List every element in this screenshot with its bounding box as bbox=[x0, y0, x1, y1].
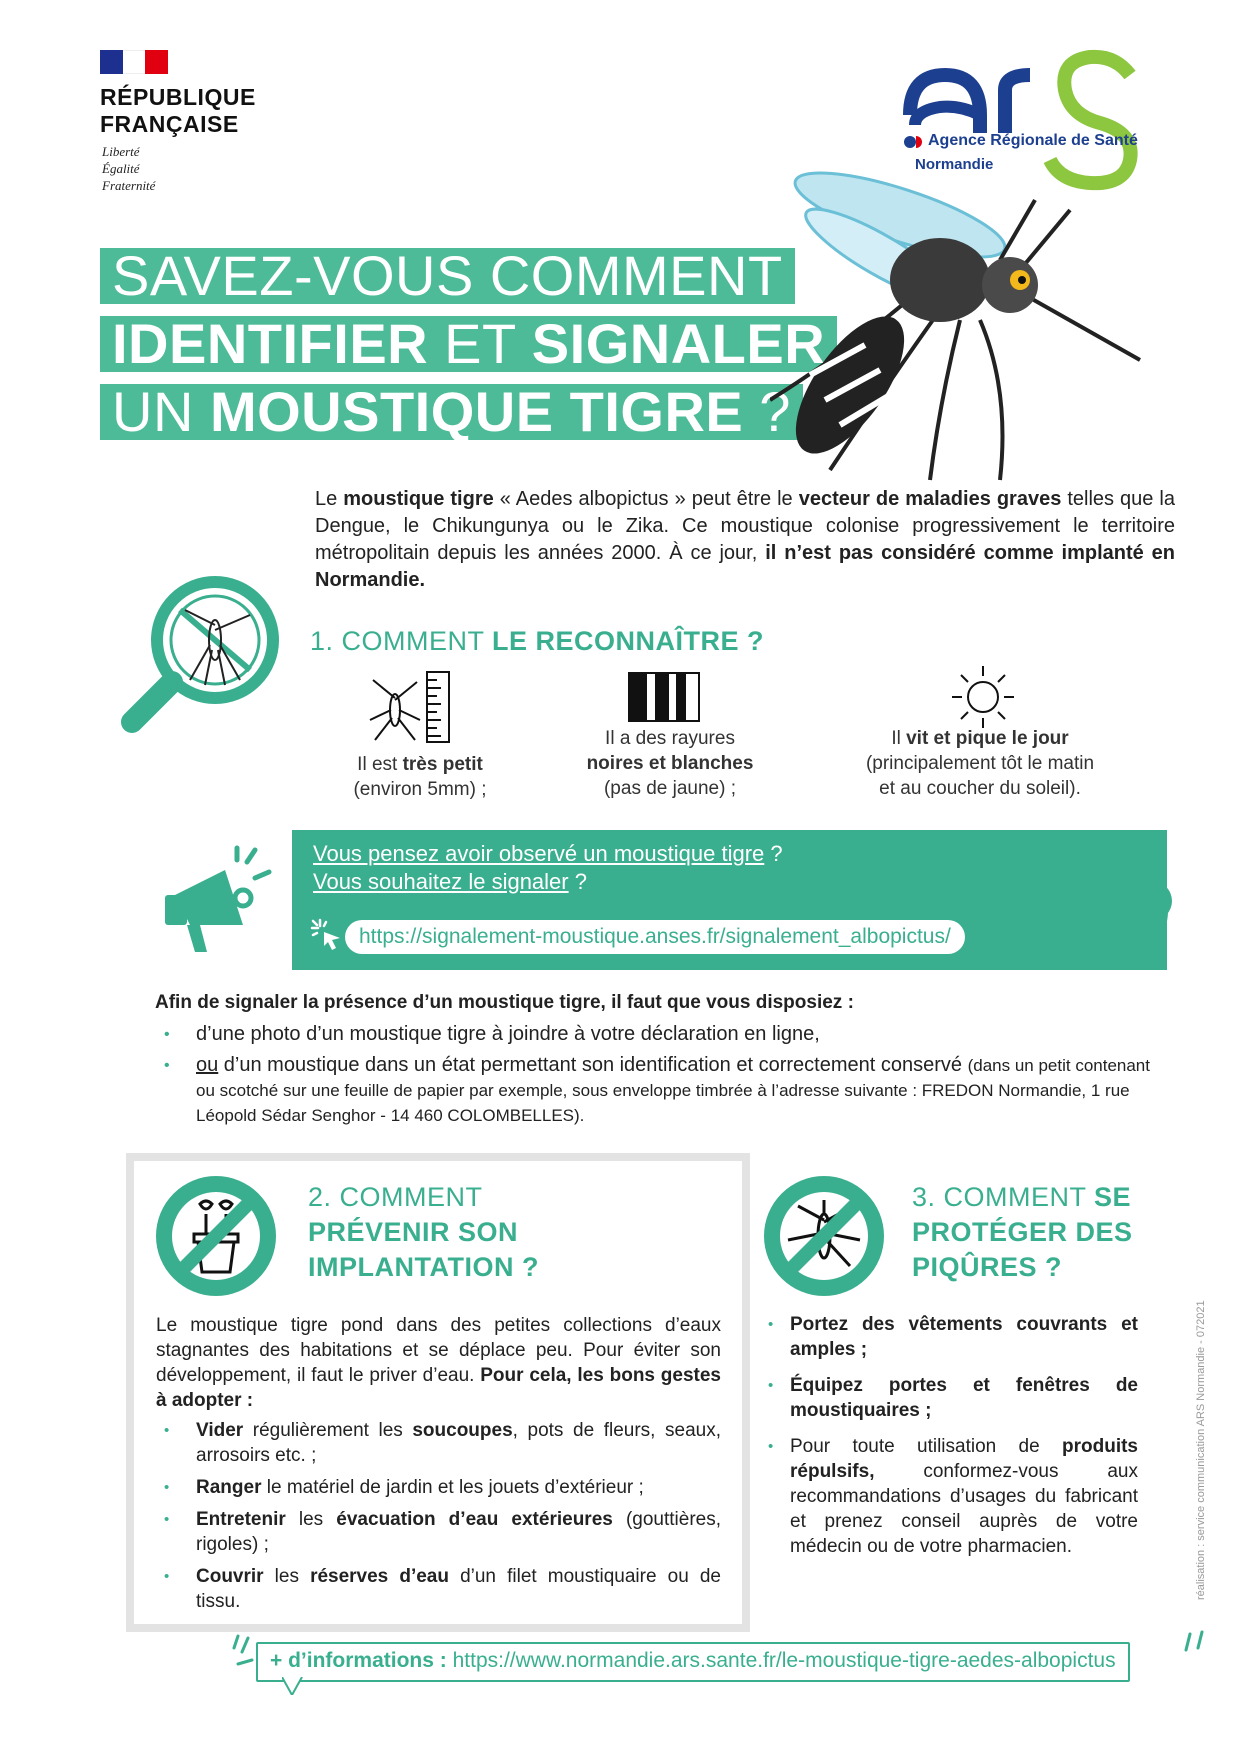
s2-i4-bold2: réserves d’eau bbox=[310, 1566, 449, 1587]
list-item bbox=[768, 1312, 1138, 1362]
section2-paragraph: Le moustique tigre pond dans des petites collections d’eaux stagnantes des habitations et se déplace peu. Pour éviter son développement, il faut le priver d’eau. bbox=[156, 1315, 721, 1386]
title-line-1 bbox=[100, 244, 795, 307]
condition-or: ou bbox=[196, 1054, 219, 1076]
title-moustique-tigre: MOUSTIQUE TIGRE bbox=[209, 380, 744, 443]
motto-liberte: Liberté bbox=[102, 144, 140, 159]
list-item bbox=[156, 1418, 721, 1468]
list-item bbox=[162, 1053, 1172, 1128]
section1-title bbox=[310, 626, 764, 657]
motto-egalite: Égalité bbox=[102, 161, 140, 176]
feature-stripes bbox=[560, 726, 780, 801]
rf-name-line2: FRANÇAISE bbox=[100, 111, 239, 137]
feature-size-line1 bbox=[320, 752, 520, 777]
feature-stripes-detail: (pas de jaune) ; bbox=[603, 778, 737, 799]
feature-day-bold: vit et pique le jour bbox=[906, 728, 1069, 749]
s2-i4-bold1: Couvrir bbox=[196, 1566, 264, 1587]
republique-francaise-name bbox=[100, 84, 256, 138]
condition-photo: d’une photo d’un moustique tigre à joindre à votre déclaration en ligne, bbox=[196, 1023, 820, 1045]
feature-day bbox=[830, 726, 1130, 801]
section3-title-line3: PIQÛRES ? bbox=[912, 1252, 1063, 1282]
megaphone-icon bbox=[155, 840, 275, 960]
mosquito-illustration bbox=[770, 160, 1190, 490]
list-item bbox=[156, 1475, 721, 1500]
sun-icon bbox=[950, 664, 1016, 730]
report-question-1: Vous pensez avoir observé un moustique tigre bbox=[313, 841, 765, 866]
s3-i3-bold: produits répulsifs, bbox=[790, 1436, 1138, 1482]
feature-stripes-line1: Il a des rayures bbox=[605, 728, 735, 749]
rf-name-line1: RÉPUBLIQUE bbox=[100, 84, 256, 110]
section3-title-line2: PROTÉGER DES bbox=[912, 1217, 1133, 1247]
s2-i3-text: les bbox=[285, 1509, 337, 1530]
intro-text-2: « Aedes albopictus » peut être le bbox=[493, 488, 799, 510]
title-question-mark: ? bbox=[743, 380, 791, 443]
section2-paragraph-bold: Pour cela, les bons gestes à adopter : bbox=[156, 1365, 722, 1411]
s2-i1-text: régulièrement les bbox=[243, 1420, 413, 1441]
s3-i1: Portez des vêtements couvrants et amples ; bbox=[790, 1314, 1138, 1360]
list-item bbox=[156, 1564, 721, 1614]
republique-francaise-flag-icon bbox=[100, 50, 168, 74]
footer-url-path[interactable]: le-moustique-tigre-aedes-albopictus bbox=[781, 1649, 1116, 1672]
section3-title-prefix: 3. COMMENT bbox=[912, 1182, 1095, 1212]
report-question-2-mark: ? bbox=[568, 869, 587, 894]
section2-text bbox=[156, 1313, 721, 1413]
section1-title-prefix: 1. COMMENT bbox=[310, 626, 493, 656]
footer-label: + d’informations : bbox=[270, 1649, 447, 1672]
s2-i1-end: , pots de fleurs, seaux, arrosoirs etc. ; bbox=[196, 1420, 721, 1466]
feature-size-text: Il est bbox=[357, 754, 403, 775]
intro-bold-3: il n’est pas considéré comme implanté en Normandie. bbox=[315, 542, 1175, 591]
title-et: ET bbox=[428, 312, 532, 375]
footer-url-base[interactable]: https://www.normandie.ars.sante.fr/ bbox=[446, 1649, 782, 1672]
s2-i2-bold: Ranger bbox=[196, 1477, 262, 1498]
stripes-icon bbox=[628, 672, 700, 722]
feature-size bbox=[320, 752, 520, 802]
report-question-1-mark: ? bbox=[764, 841, 783, 866]
motto-fraternite: Fraternité bbox=[102, 178, 156, 193]
condition-specimen: d’un moustique dans un état permettant son identification et correctement conservé bbox=[218, 1054, 968, 1076]
feature-size-bold: très petit bbox=[402, 754, 483, 775]
s2-i3-end: (gouttières, rigoles) ; bbox=[196, 1509, 721, 1555]
intro-paragraph bbox=[315, 486, 1175, 594]
list-item bbox=[162, 1022, 1172, 1047]
conditions-heading: Afin de signaler la présence d’un moustique tigre, il faut que vous disposiez : bbox=[155, 992, 854, 1013]
s2-i2-text: le matériel de jardin et les jouets d’extérieur ; bbox=[261, 1477, 644, 1498]
ars-agency-name: Agence Régionale de Santé bbox=[928, 132, 1138, 149]
spark-left-icon bbox=[228, 1634, 258, 1674]
s2-i3-bold1: Entretenir bbox=[196, 1509, 286, 1530]
magnifier-icon bbox=[110, 570, 290, 750]
republique-francaise-motto bbox=[102, 143, 155, 194]
report-questions bbox=[313, 840, 783, 896]
credit-text: réalisation : service communication ARS Normandie - 072021 bbox=[1195, 1300, 1207, 1600]
section3-list bbox=[768, 1312, 1138, 1570]
title-line-2 bbox=[100, 312, 837, 375]
title-signaler: SIGNALER bbox=[531, 312, 826, 375]
section2-list bbox=[156, 1418, 721, 1621]
condition-specimen-detail: (dans un petit contenant ou scotché sur une feuille de papier par exemple, sous enveloppe timbrée à l’adresse suivante : FREDON Normandie, 1 rue Léopold Sédar Senghor - 14 460 COLOMBELLES). bbox=[196, 1056, 1150, 1125]
s2-i4-text: les bbox=[263, 1566, 311, 1587]
title-line-1-text: SAVEZ-VOUS COMMENT bbox=[112, 244, 783, 307]
list-item bbox=[156, 1507, 721, 1557]
section3-title-line1 bbox=[912, 1180, 1133, 1215]
feature-size-detail: (environ 5mm) ; bbox=[353, 779, 487, 800]
section1-title-bold: LE RECONNAÎTRE ? bbox=[492, 626, 765, 656]
title-identifier: IDENTIFIER bbox=[112, 312, 429, 375]
section2-title bbox=[308, 1180, 539, 1285]
ars-region-name: Normandie bbox=[915, 156, 994, 173]
section2-title-line2: PRÉVENIR SON bbox=[308, 1217, 519, 1247]
feature-day-detail1: (principalement tôt le matin bbox=[865, 753, 1095, 774]
s3-i3-text: Pour toute utilisation de bbox=[790, 1436, 1062, 1457]
s2-i3-bold2: évacuation d’eau extérieures bbox=[336, 1509, 613, 1530]
title-un: UN bbox=[112, 380, 210, 443]
s3-i3-end: conformez-vous aux recommandations d’usages du fabricant et prenez conseil auprès de votre médecin ou de votre pharmacien. bbox=[790, 1461, 1138, 1557]
section2-title-line3: IMPLANTATION ? bbox=[308, 1252, 539, 1282]
no-flowerpot-icon bbox=[150, 1170, 282, 1302]
report-link[interactable]: https://signalement-moustique.anses.fr/signalement_albopictus/ bbox=[345, 920, 965, 954]
intro-text-3: telles que la Dengue, le Chikungunya ou le Zika. Ce moustique colonise progressivement le territoire métropolitain depuis les années 2000. À ce jour, bbox=[315, 488, 1175, 564]
feature-day-text: Il bbox=[891, 728, 907, 749]
conditions-list bbox=[162, 1022, 1172, 1134]
feature-day-detail2: et au coucher du soleil). bbox=[879, 778, 1081, 799]
s2-i1-bold2: soucoupes bbox=[412, 1420, 513, 1441]
cursor-click-icon bbox=[310, 918, 346, 954]
feature-day-line1 bbox=[830, 726, 1130, 751]
s2-i1-bold1: Vider bbox=[196, 1420, 244, 1441]
intro-text-1: Le bbox=[315, 488, 344, 510]
quote-icon bbox=[1070, 875, 1180, 965]
list-item bbox=[768, 1373, 1138, 1423]
feature-stripes-bold: noires et blanches bbox=[586, 753, 754, 774]
section3-title-se: SE bbox=[1094, 1182, 1132, 1212]
title-line-3 bbox=[100, 380, 803, 443]
no-mosquito-icon bbox=[758, 1170, 890, 1302]
section3-title bbox=[912, 1180, 1133, 1285]
more-info-footer[interactable] bbox=[256, 1642, 1130, 1682]
section2-title-line1: 2. COMMENT bbox=[308, 1182, 483, 1212]
ruler-icon bbox=[365, 670, 465, 745]
list-item bbox=[768, 1434, 1138, 1559]
s2-i4-end: d’un filet moustiquaire ou de tissu. bbox=[196, 1566, 721, 1612]
speech-tail-icon bbox=[282, 1677, 304, 1695]
spark-right-icon bbox=[1180, 1630, 1210, 1660]
intro-bold-2: vecteur de maladies graves bbox=[798, 488, 1062, 510]
s3-i2: Équipez portes et fenêtres de moustiquaires ; bbox=[790, 1375, 1138, 1421]
intro-bold-1: moustique tigre bbox=[343, 488, 494, 510]
report-question-2: Vous souhaitez le signaler bbox=[313, 869, 569, 894]
